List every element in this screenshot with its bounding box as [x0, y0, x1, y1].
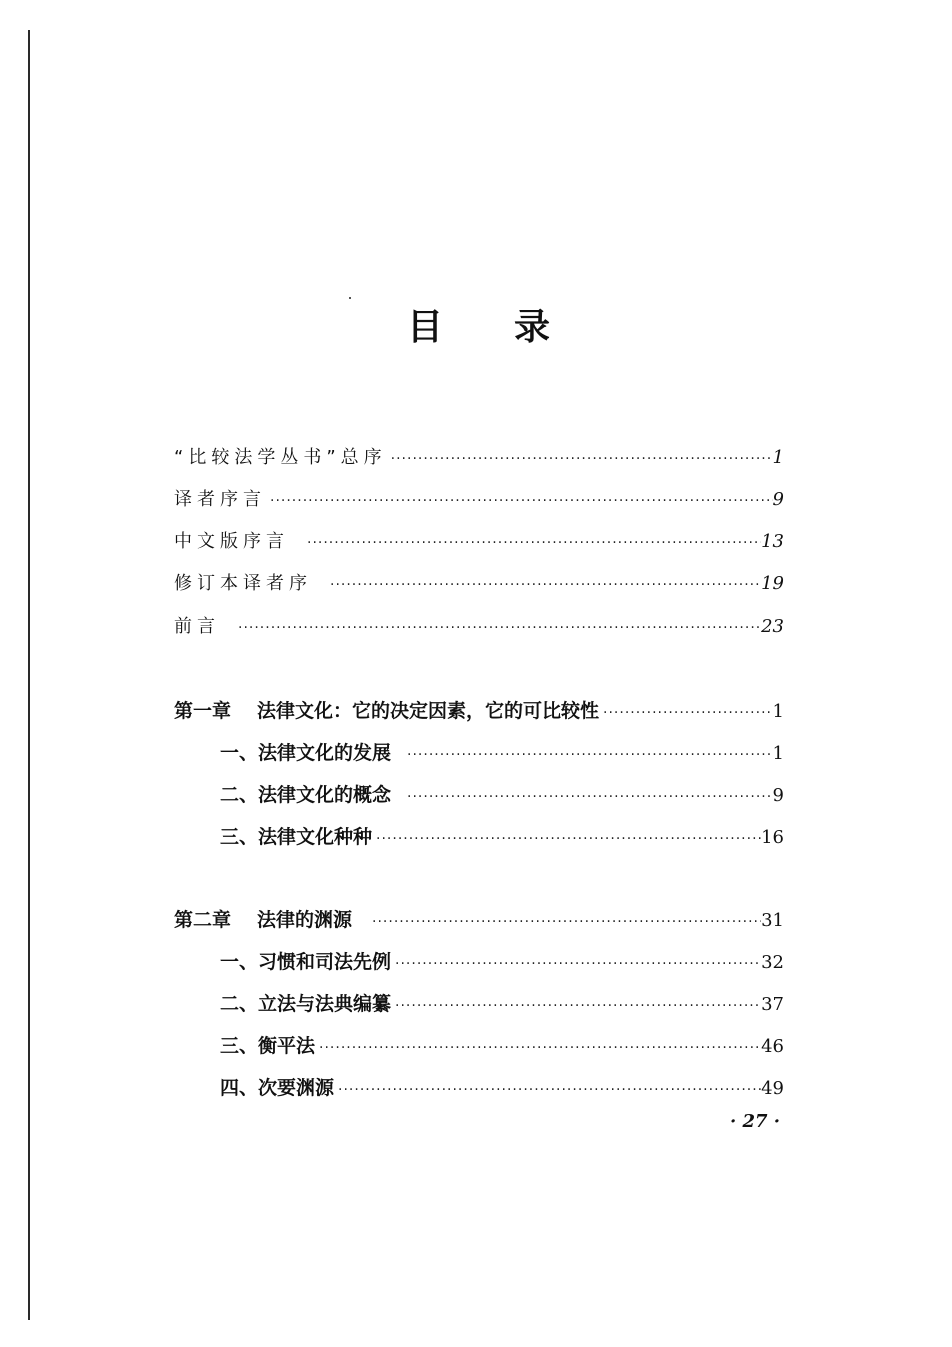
toc-entry-label: “比较法学丛书”总序: [174, 447, 387, 468]
page-title-char-2: 录: [514, 306, 551, 348]
toc-entry-page: 1: [772, 447, 784, 468]
toc-entry-front-4[interactable]: [174, 569, 784, 599]
toc-section-2-3[interactable]: [220, 1031, 784, 1061]
toc-entry-label: 一、法律文化的发展: [220, 742, 392, 764]
toc-entry-label: 前言: [174, 616, 220, 637]
dot-leader: [372, 824, 761, 854]
page-title-char-1: 目: [407, 306, 444, 348]
toc-entry-page: 16: [761, 827, 784, 848]
page-margin-line: [28, 30, 30, 1320]
chapter-heading: [174, 696, 599, 726]
toc-entry-front-1[interactable]: [174, 443, 784, 473]
dot-leader: [326, 570, 761, 600]
dot-leader: [391, 949, 761, 979]
dot-leader: [266, 486, 773, 516]
toc-entry-page: 49: [761, 1078, 784, 1099]
chapter-number: 第二章: [174, 909, 232, 931]
toc-section-2-1[interactable]: [220, 947, 784, 977]
dot-leader: [403, 740, 773, 770]
dot-leader: [391, 991, 761, 1021]
dot-leader: [315, 1033, 761, 1063]
chapter-title: 法律的渊源: [257, 909, 353, 931]
dot-leader: [334, 1075, 761, 1105]
toc-entry-label: 一、习惯和司法先例: [220, 951, 392, 973]
toc-entry-page: 1: [772, 743, 784, 764]
toc-chapter-1[interactable]: [174, 696, 784, 726]
toc-entry-label: 修订本译者序: [174, 573, 312, 594]
toc-section-1-2[interactable]: [220, 780, 784, 810]
dot-leader: [387, 444, 773, 474]
toc-entry-page: 32: [761, 952, 784, 973]
toc-entry-label: 二、立法与法典编纂: [220, 993, 392, 1015]
toc-entry-page: 9: [772, 489, 784, 510]
scan-speck: [349, 297, 351, 299]
toc-entry-front-2[interactable]: [174, 485, 784, 515]
toc-entry-page: 37: [761, 994, 784, 1015]
toc-entry-page: 23: [761, 616, 784, 637]
chapter-number: 第一章: [174, 700, 232, 722]
dot-leader: [403, 782, 773, 812]
toc-entry-label: 二、法律文化的概念: [220, 784, 392, 806]
toc-entry-label: 译者序言: [174, 489, 266, 510]
dot-leader: [303, 528, 761, 558]
toc-section-2-4[interactable]: [220, 1073, 784, 1103]
dot-leader: [599, 698, 773, 728]
page-number: · 27 ·: [729, 1111, 781, 1132]
dot-leader: [234, 613, 761, 643]
toc-section-1-3[interactable]: [220, 822, 784, 852]
chapter-title: 法律文化：它的决定因素，它的可比较性: [257, 700, 600, 722]
toc-entry-front-3[interactable]: [174, 527, 784, 557]
toc-entry-front-5[interactable]: [174, 612, 784, 642]
toc-section-2-2[interactable]: [220, 989, 784, 1019]
toc-entry-label: 三、法律文化种种: [220, 826, 373, 848]
toc-entry-label: 四、次要渊源: [220, 1077, 335, 1099]
toc-entry-page: 9: [772, 785, 784, 806]
toc-section-1-1[interactable]: [220, 738, 784, 768]
toc-chapter-2[interactable]: [174, 905, 784, 935]
toc-entry-page: 19: [761, 573, 784, 594]
toc-entry-page: 1: [772, 701, 784, 722]
page-title: [0, 302, 952, 352]
chapter-heading: [174, 905, 352, 935]
toc-entry-page: 31: [761, 910, 784, 931]
toc-entry-page: 13: [761, 531, 784, 552]
toc-entry-label: 中文版序言: [174, 531, 289, 552]
toc-entry-page: 46: [761, 1036, 784, 1057]
dot-leader: [368, 907, 761, 937]
toc-entry-label: 三、衡平法: [220, 1035, 316, 1057]
